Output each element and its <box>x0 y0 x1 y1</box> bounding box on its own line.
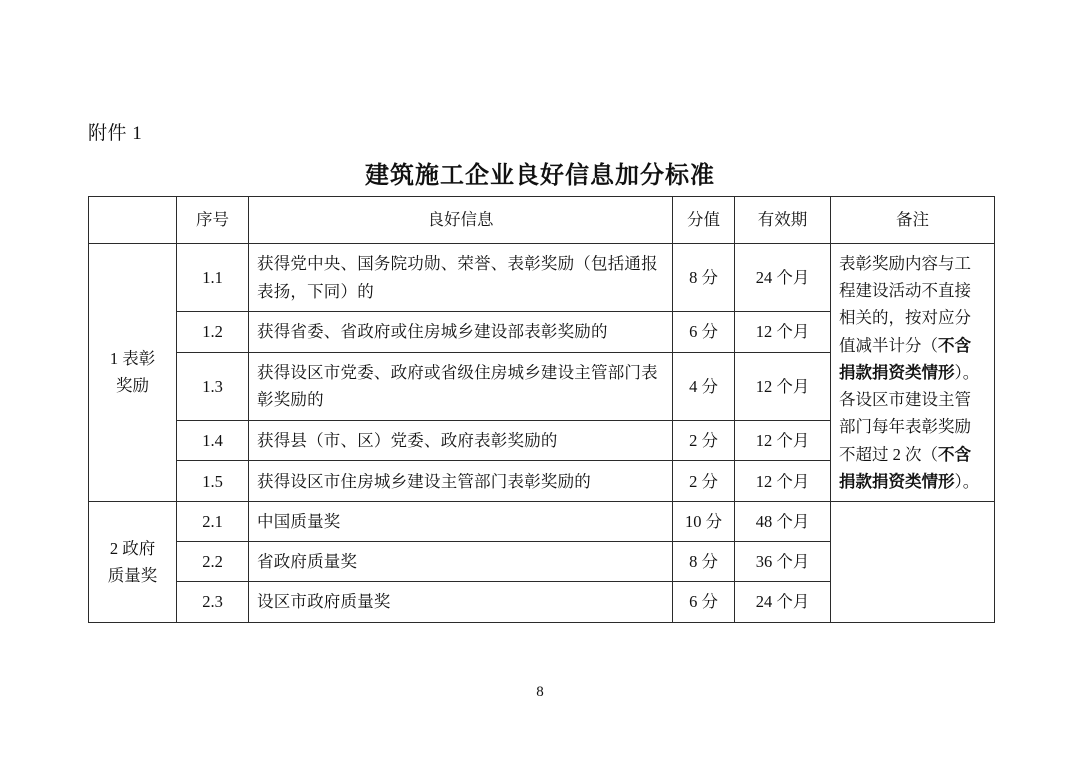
table-row <box>89 501 995 541</box>
table-header-row <box>89 197 995 244</box>
category-line-1: 1 表彰 <box>109 349 156 369</box>
row-validity: 48 个月 <box>735 501 831 541</box>
row-score: 2 分 <box>673 420 735 461</box>
row-validity: 36 个月 <box>735 542 831 582</box>
row-info: 设区市政府质量奖 <box>249 582 673 622</box>
row-score: 8 分 <box>673 542 735 582</box>
category-cell-2 <box>89 501 177 622</box>
table-header <box>89 197 995 244</box>
header-category <box>89 197 177 244</box>
row-info: 获得省委、省政府或住房城乡建设部表彰奖励的 <box>249 312 673 353</box>
scoring-standard-table <box>88 196 995 623</box>
row-info: 获得设区市住房城乡建设主管部门表彰奖励的 <box>249 461 673 502</box>
header-info: 良好信息 <box>249 197 673 244</box>
row-score: 10 分 <box>673 501 735 541</box>
row-score: 6 分 <box>673 312 735 353</box>
header-validity: 有效期 <box>735 197 831 244</box>
note-cell-2 <box>831 501 995 622</box>
row-validity: 12 个月 <box>735 461 831 502</box>
note-cell-1: 表彰奖励内容与工程建设活动不直接相关的，按对应分值减半计分（不含捐款捐资类情形）。各设区市建设主管部门每年表彰奖励不超过 2 次（不含捐款捐资类情形）。 <box>831 244 995 502</box>
table-row <box>89 244 995 312</box>
row-score: 8 分 <box>673 244 735 312</box>
row-validity: 24 个月 <box>735 244 831 312</box>
row-no: 1.5 <box>177 461 249 502</box>
category-cell-1 <box>89 244 177 502</box>
page-number: 8 <box>536 684 544 700</box>
row-validity: 12 个月 <box>735 352 831 420</box>
header-no: 序号 <box>177 197 249 244</box>
row-info: 获得党中央、国务院功勋、荣誉、表彰奖励（包括通报表扬，下同）的 <box>249 244 673 312</box>
table-body <box>89 244 995 623</box>
row-no: 1.4 <box>177 420 249 461</box>
row-score: 2 分 <box>673 461 735 502</box>
category-line-1: 2 政府 <box>109 538 156 558</box>
row-info: 获得县（市、区）党委、政府表彰奖励的 <box>249 420 673 461</box>
category-line-2: 质量奖 <box>107 565 158 585</box>
row-info: 省政府质量奖 <box>249 542 673 582</box>
row-validity: 12 个月 <box>735 312 831 353</box>
row-validity: 12 个月 <box>735 420 831 461</box>
category-line-2: 奖励 <box>116 376 149 396</box>
row-no: 2.1 <box>177 501 249 541</box>
attachment-label: 附件 1 <box>88 123 143 144</box>
row-score: 4 分 <box>673 352 735 420</box>
row-info: 获得设区市党委、政府或省级住房城乡建设主管部门表彰奖励的 <box>249 352 673 420</box>
row-info: 中国质量奖 <box>249 501 673 541</box>
row-no: 1.3 <box>177 352 249 420</box>
row-no: 2.2 <box>177 542 249 582</box>
header-score: 分值 <box>673 197 735 244</box>
page-title: 建筑施工企业良好信息加分标准 <box>365 163 715 189</box>
row-no: 1.1 <box>177 244 249 312</box>
row-validity: 24 个月 <box>735 582 831 622</box>
row-no: 1.2 <box>177 312 249 353</box>
row-score: 6 分 <box>673 582 735 622</box>
header-note: 备注 <box>831 197 995 244</box>
row-no: 2.3 <box>177 582 249 622</box>
